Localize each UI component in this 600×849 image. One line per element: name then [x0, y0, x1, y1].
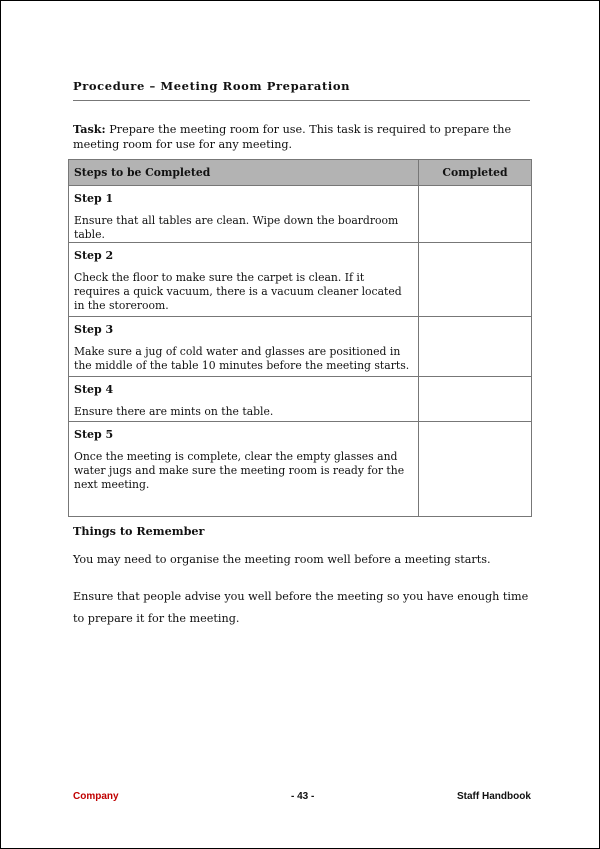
step-cell [69, 243, 419, 317]
step-text: Ensure that all tables are clean. Wipe down the boardroom table. [74, 214, 399, 241]
step-cell [69, 422, 419, 517]
table-row [69, 377, 532, 422]
header-completed: Completed [419, 160, 532, 186]
table-row [69, 317, 532, 377]
task-description [73, 122, 533, 152]
remember-paragraph: You may need to organise the meeting room well before a meeting starts. [73, 553, 491, 566]
table-row [69, 422, 532, 517]
step-label: Step 5 [74, 428, 114, 441]
remember-paragraph: Ensure that people advise you well before the meeting so you have enough time to prepare it for the meeting. [73, 590, 529, 625]
completed-cell[interactable] [419, 377, 532, 422]
steps-table [68, 159, 532, 517]
table-row [69, 243, 532, 317]
completed-cell[interactable] [419, 422, 532, 517]
header-steps: Steps to be Completed [69, 160, 419, 186]
step-label: Step 4 [74, 383, 114, 396]
step-text: Once the meeting is complete, clear the empty glasses and water jugs and make sure the meeting room is ready for the next meeting. [74, 450, 405, 491]
task-label: Task: [73, 122, 106, 136]
completed-cell[interactable] [419, 186, 532, 243]
task-text: Prepare the meeting room for use. This task is required to prepare the meeting room for use for any meeting. [73, 123, 512, 151]
procedure-title: Procedure – Meeting Room Preparation [73, 79, 351, 93]
footer-handbook: Staff Handbook [457, 791, 531, 802]
step-label: Step 3 [74, 323, 114, 336]
things-to-remember-heading: Things to Remember [73, 524, 205, 538]
step-cell [69, 377, 419, 422]
title-divider [73, 100, 530, 101]
step-label: Step 1 [74, 192, 114, 205]
footer-page-number: - 43 - [291, 791, 315, 802]
step-cell [69, 186, 419, 243]
completed-cell[interactable] [419, 317, 532, 377]
step-cell [69, 317, 419, 377]
step-text: Check the floor to make sure the carpet is clean. If it requires a quick vacuum, there is a vacuum cleaner located in the storeroom. [74, 271, 402, 312]
footer-company: Company [73, 791, 119, 802]
completed-cell[interactable] [419, 243, 532, 317]
step-label: Step 2 [74, 249, 114, 262]
table-header-row [69, 160, 532, 186]
step-text: Make sure a jug of cold water and glasses are positioned in the middle of the table 10 minutes before the meeting starts. [74, 345, 410, 372]
table-row [69, 186, 532, 243]
step-text: Ensure there are mints on the table. [74, 405, 274, 418]
